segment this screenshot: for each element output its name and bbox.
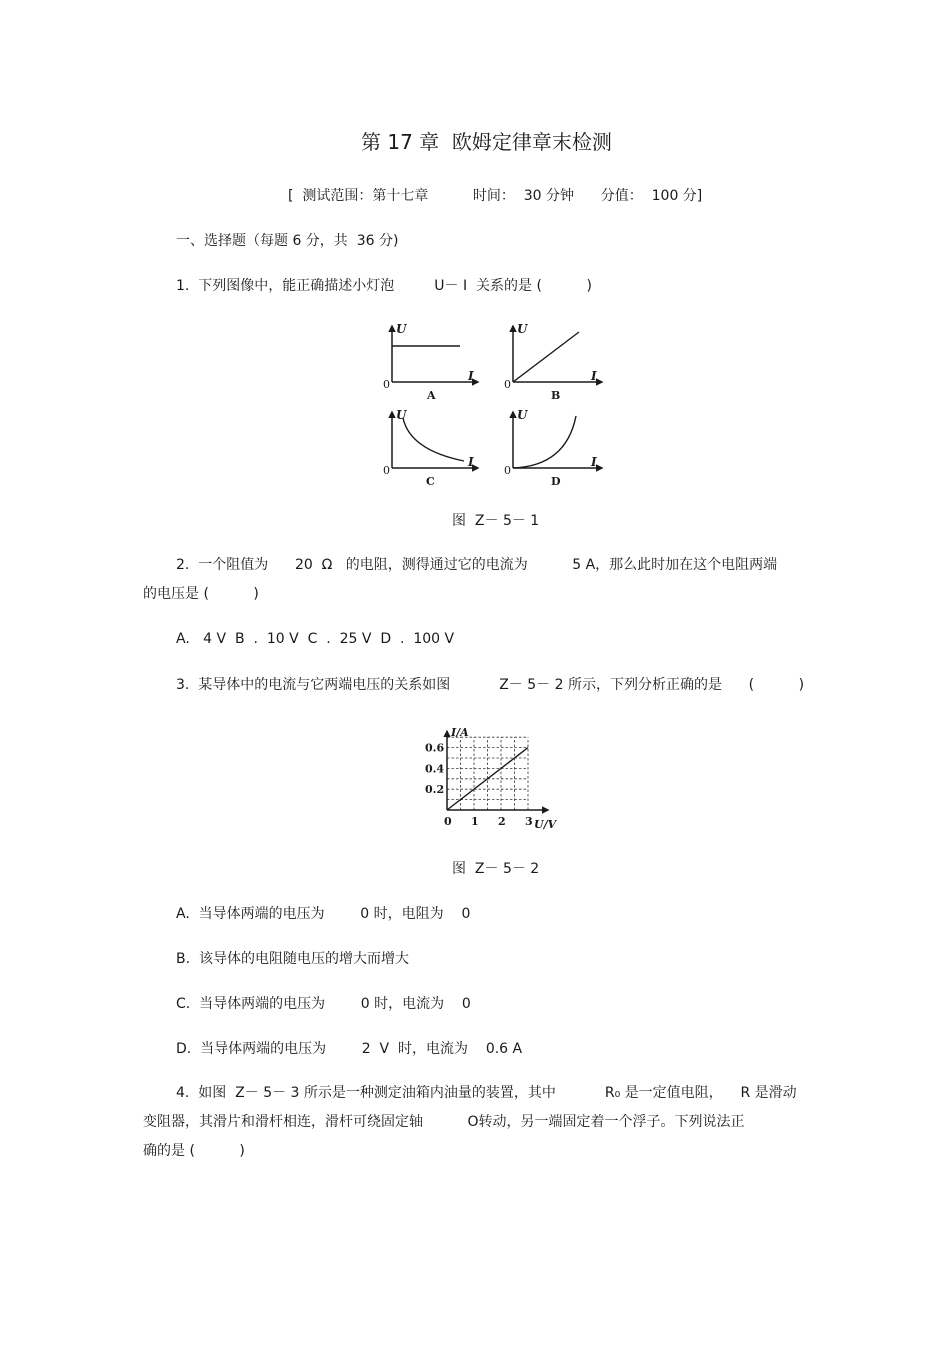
graph-b-i-label: I <box>591 369 597 383</box>
question-3-option-b: B. 该导体的电阻随电压的增大而增大 <box>176 951 409 967</box>
graph-c-u-label: U <box>396 408 407 422</box>
y-tick-label: 0.6 <box>425 741 445 755</box>
y-tick-label: 0.4 <box>425 762 445 776</box>
x-axis-label: U/V <box>534 818 557 831</box>
graph-d-u-label: U <box>517 408 528 422</box>
graph-d-i-label: I <box>591 455 597 469</box>
graph-d-label: D <box>551 475 561 488</box>
graph-b <box>504 322 602 402</box>
x-tick-label: 3 <box>525 815 533 828</box>
x-tick-label: 2 <box>498 815 506 828</box>
question-1-stem: 1. 下列图像中，能正确描述小灯泡 U－ I 关系的是 ( ) <box>176 278 592 294</box>
figure-2-caption: 图 Z－ 5－ 2 <box>452 861 540 877</box>
y-axis-label: I/A <box>451 726 469 740</box>
graph-d-origin: 0 <box>504 464 511 477</box>
question-2-options: A. 4 V B . 10 V C . 25 V D . 100 V <box>176 631 455 647</box>
graph-a-i-label: I <box>468 369 474 383</box>
graph-b-label: B <box>551 389 561 402</box>
question-3-option-d: D. 当导体两端的电压为 2 V 时，电流为 0.6 A <box>176 1041 523 1057</box>
graph-a-origin: 0 <box>383 378 390 391</box>
figure-z-5-1 <box>370 318 630 498</box>
graph-a <box>383 322 478 402</box>
question-4-line-2: 变阻器，其滑片和滑杆相连，滑杆可绕固定轴 O转动，另一端固定着一个浮子。下列说法正 <box>143 1114 745 1130</box>
question-2-line-1: 2. 一个阻值为 20 Ω 的电阻，测得通过它的电流为 5 A，那么此时加在这个电阻两端 <box>176 557 778 573</box>
question-4-line-1: 4. 如图 Z－ 5－ 3 所示是一种测定油箱内油量的装置，其中 R₀ 是一定值电阻， R 是滑动 <box>176 1085 797 1101</box>
section-heading: 一、选择题（每题 6 分，共 36 分) <box>176 233 399 249</box>
question-4-line-3: 确的是 ( ) <box>143 1143 245 1159</box>
x-tick-label: 0 <box>444 815 452 828</box>
question-3-stem: 3. 某导体中的电流与它两端电压的关系如图 Z－ 5－ 2 所示，下列分析正确的是 ( ) <box>176 677 805 693</box>
graph-c-origin: 0 <box>383 464 390 477</box>
test-meta: [ 测试范围：第十七章 时间： 30 分钟 分值： 100 分] <box>288 188 703 204</box>
page-title: 第 17 章 欧姆定律章末检测 <box>361 130 612 154</box>
y-tick-label: 0.2 <box>425 783 445 797</box>
graph-c <box>383 408 478 488</box>
figure-z-5-2-chart <box>415 720 585 840</box>
graph-b-u-label: U <box>517 322 528 336</box>
figure-1-caption: 图 Z－ 5－ 1 <box>452 513 540 529</box>
graph-c-i-label: I <box>468 455 474 469</box>
graph-a-label: A <box>427 389 436 402</box>
graph-a-u-label: U <box>396 322 407 336</box>
question-2-line-2: 的电压是 ( ) <box>143 586 259 602</box>
graph-b-origin: 0 <box>504 378 511 391</box>
x-tick-label: 1 <box>471 815 479 828</box>
question-3-option-c: C. 当导体两端的电压为 0 时，电流为 0 <box>176 996 471 1012</box>
question-3-option-a: A. 当导体两端的电压为 0 时，电阻为 0 <box>176 906 471 922</box>
graph-c-label: C <box>426 475 435 488</box>
graph-d <box>504 408 602 488</box>
